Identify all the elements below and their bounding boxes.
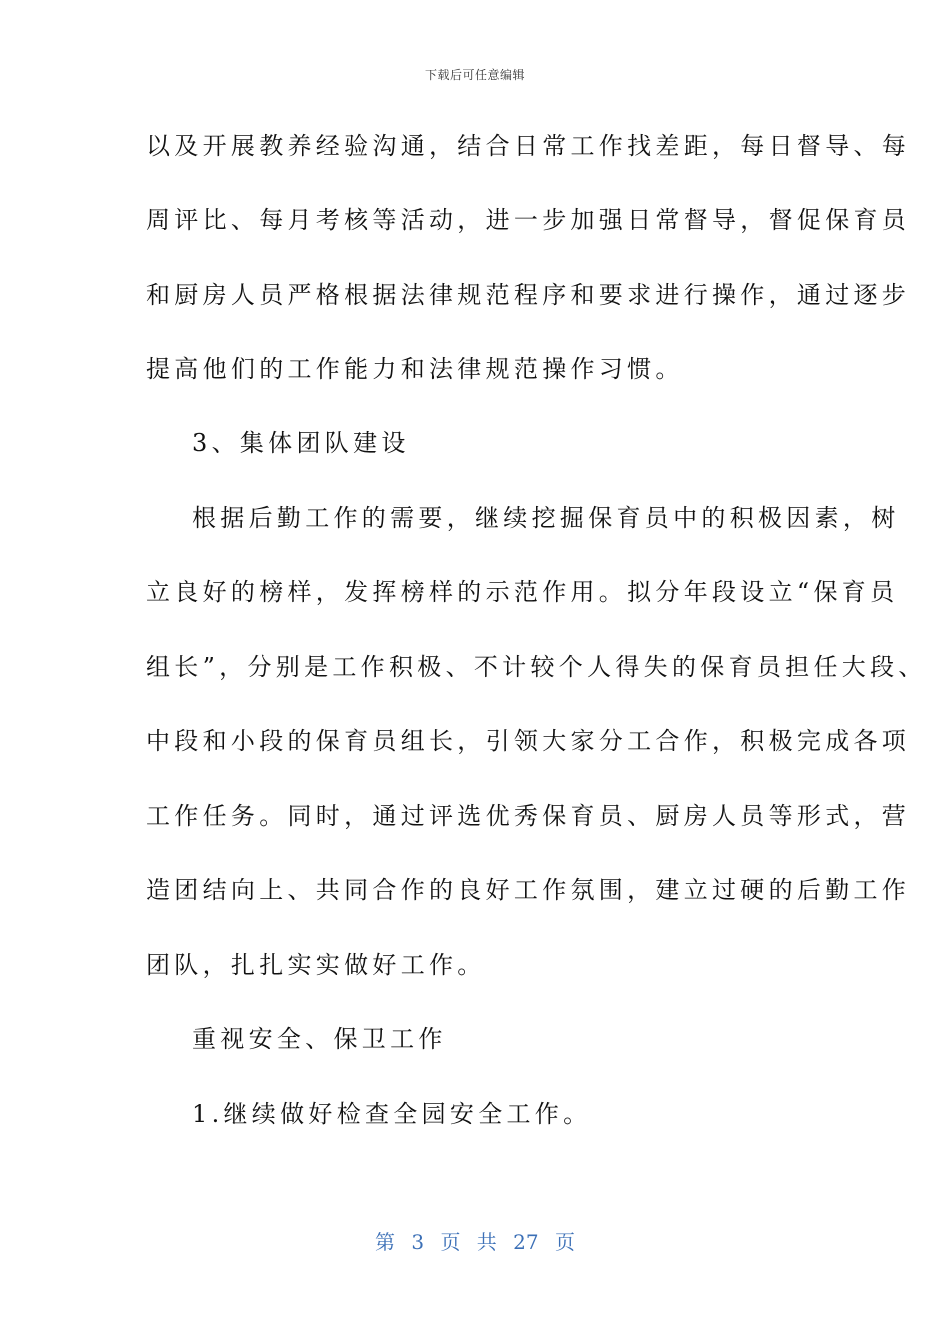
body-line-6: 根据后勤工作的需要，继续挖掘保育员中的积极因素，树	[192, 504, 900, 532]
body-line-7: 立良好的榜样，发挥榜样的示范作用。拟分年段设立“保育员	[146, 578, 899, 606]
body-line-8: 组长”，分别是工作积极、不计较个人得失的保育员担任大段、	[146, 653, 927, 681]
body-line-2: 周评比、每月考核等活动，进一步加强日常督导，督促保育员	[146, 206, 911, 234]
body-line-1: 以及开展教养经验沟通，结合日常工作找差距，每日督导、每	[146, 132, 911, 160]
section-heading-team-building: 3、集体团队建设	[192, 429, 410, 457]
body-line-9: 中段和小段的保育员组长，引领大家分工合作，积极完成各项	[146, 727, 911, 755]
body-line-4: 提高他们的工作能力和法律规范操作习惯。	[146, 355, 684, 383]
section-heading-safety: 重视安全、保卫工作	[192, 1025, 447, 1053]
body-line-11: 造团结向上、共同合作的良好工作氛围，建立过硬的后勤工作	[146, 876, 911, 904]
list-item-1: 1.继续做好检查全园安全工作。	[192, 1100, 592, 1128]
body-line-12: 团队，扎扎实实做好工作。	[146, 951, 486, 979]
page-number: 第 3 页 共 27 页	[375, 1230, 575, 1254]
page-header: 下载后可任意编辑	[424, 68, 525, 82]
body-line-10: 工作任务。同时，通过评选优秀保育员、厨房人员等形式，营	[146, 802, 911, 830]
body-line-3: 和厨房人员严格根据法律规范程序和要求进行操作，通过逐步	[146, 281, 911, 309]
